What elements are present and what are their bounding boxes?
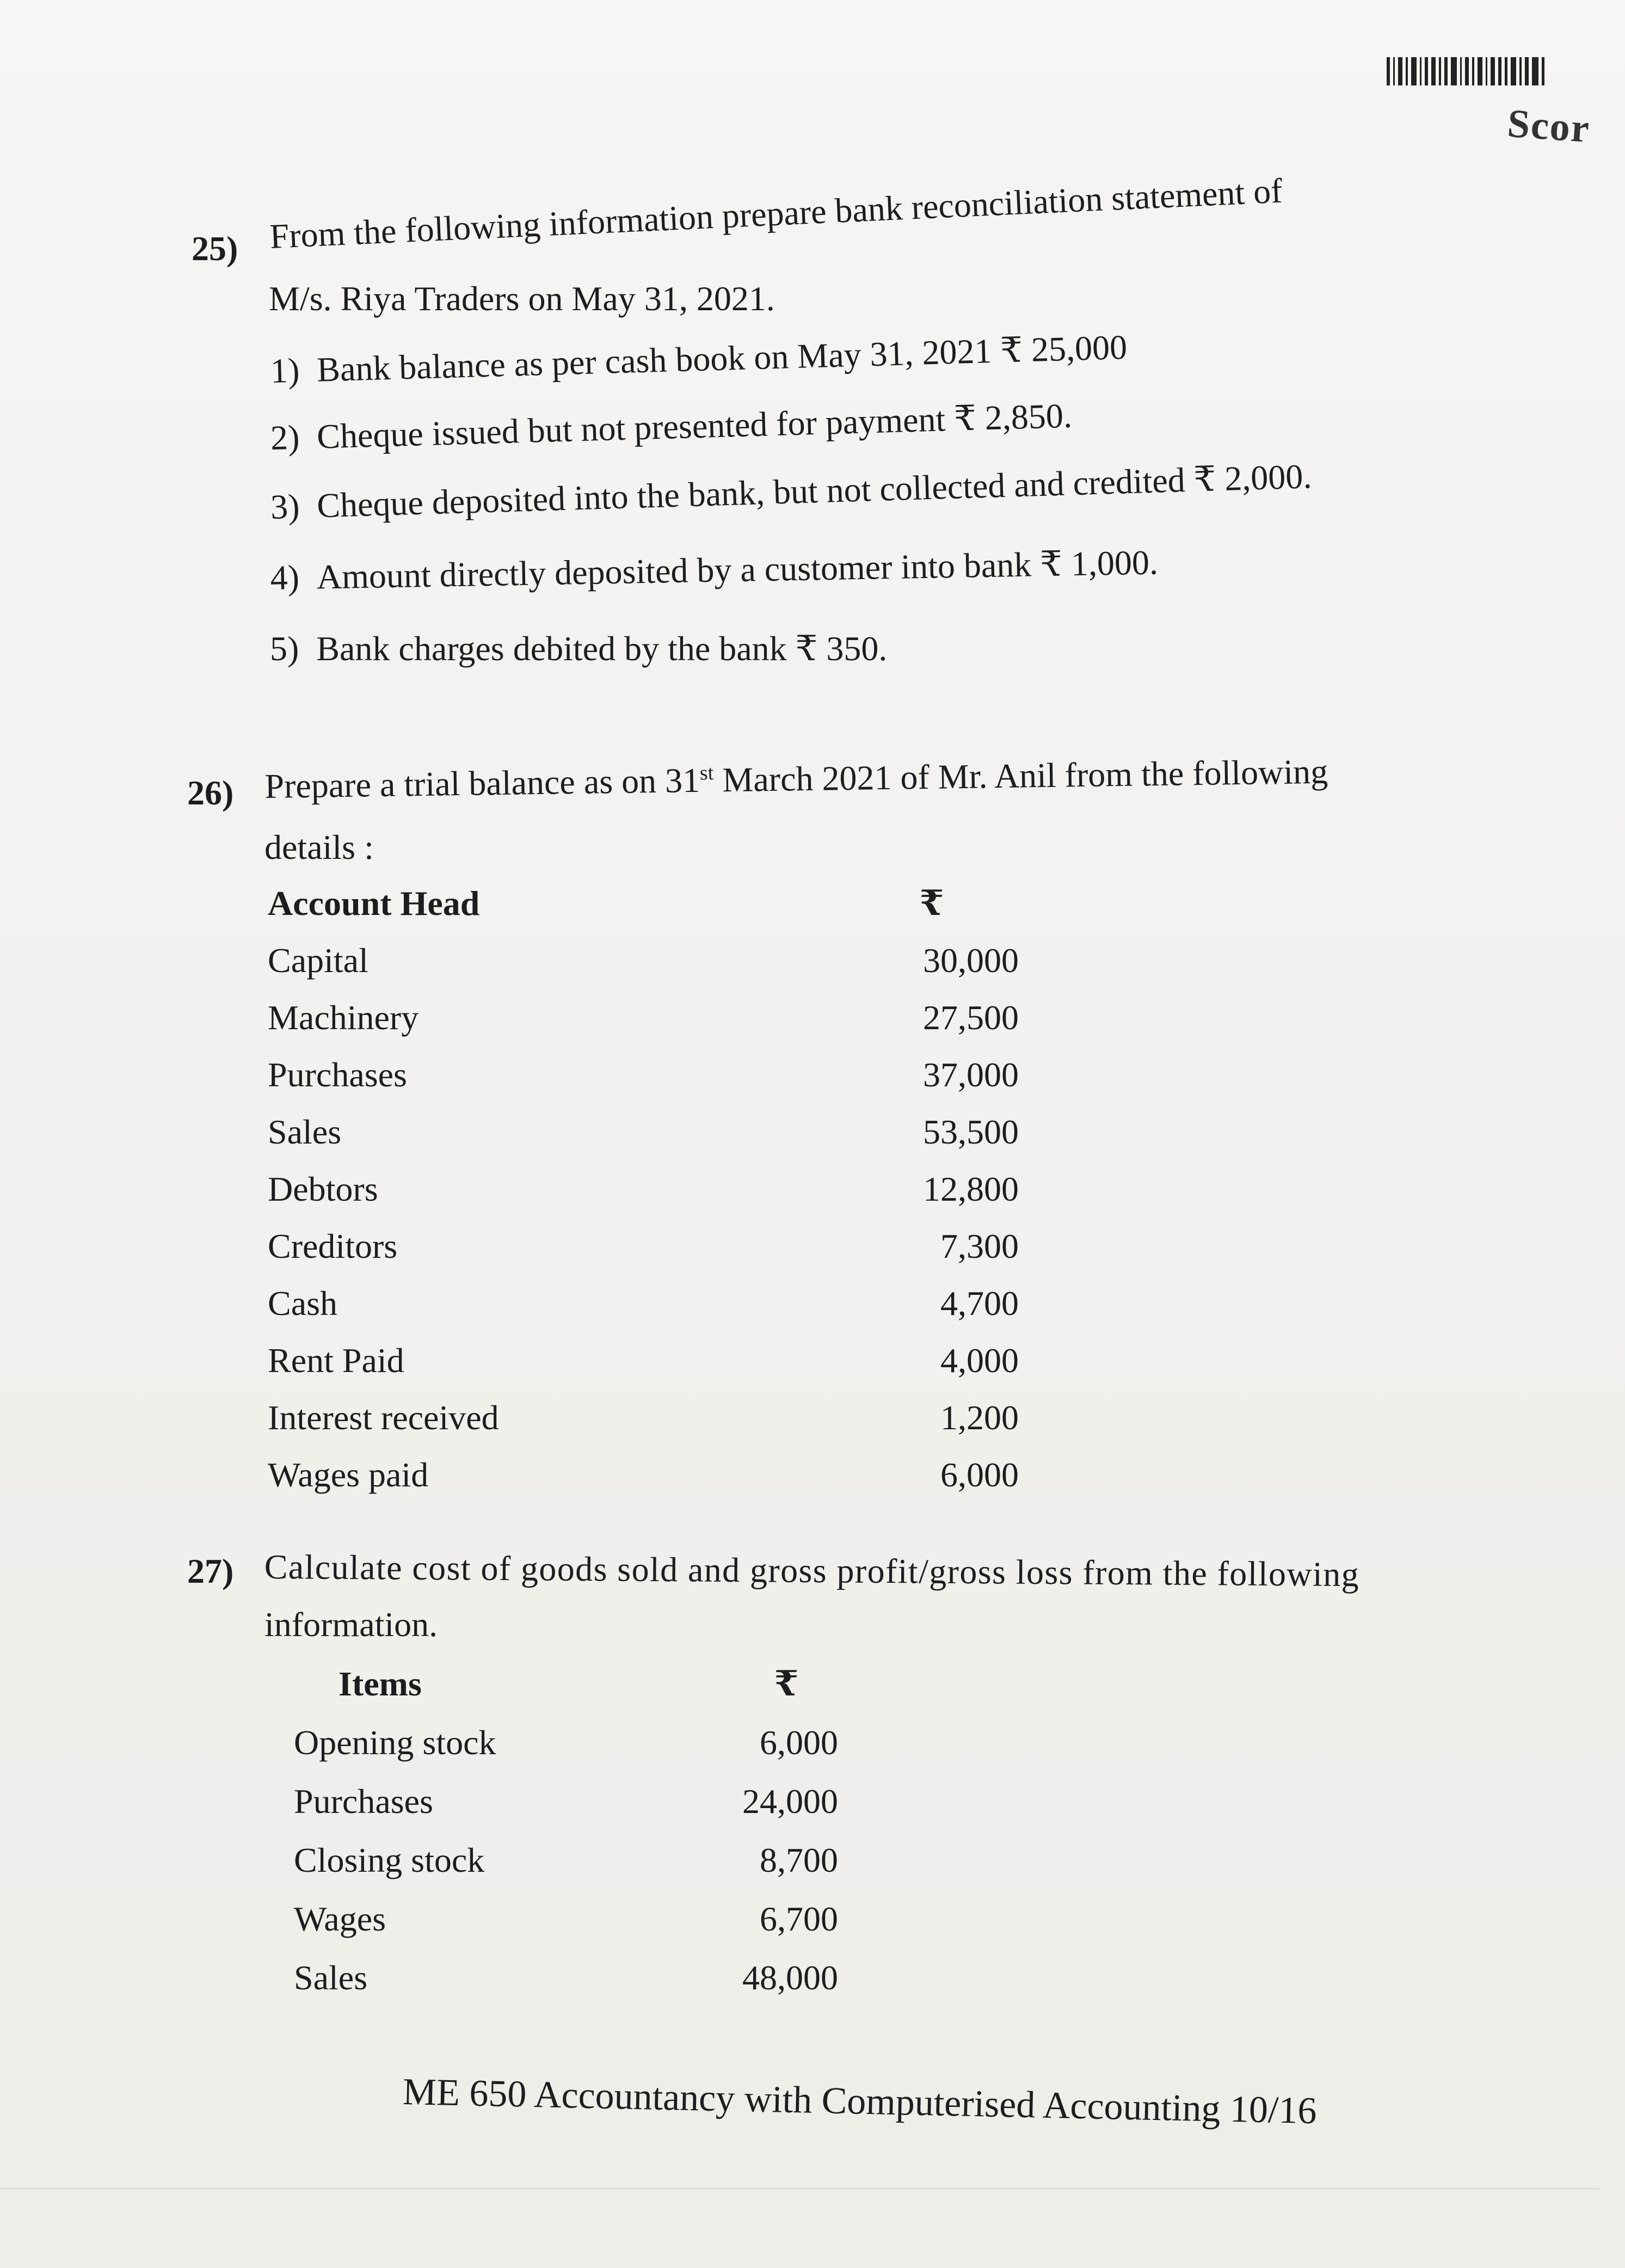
question-25-line-2: M/s. Riya Traders on May 31, 2021.	[269, 279, 775, 318]
q25-item-5-number: 5)	[270, 629, 299, 668]
trial-balance-row-amount: 6,000	[940, 1455, 1019, 1494]
q25-item-3-text: Cheque deposited into the bank, but not collected and credited ₹ 2,000.	[316, 457, 1313, 525]
page-footer: ME 650 Accountancy with Computerised Accounting 10/16	[402, 2071, 1318, 2132]
question-26-line-1-pre: Prepare a trial balance as on 31	[264, 760, 700, 806]
trial-balance-table	[268, 886, 1030, 1517]
q25-item-3	[270, 456, 1312, 527]
trial-balance-header-rupee: ₹	[919, 884, 944, 923]
cogs-row-amount: 6,700	[760, 1900, 838, 1938]
question-25-line-1: From the following information prepare bank reconciliation statement of	[269, 171, 1283, 256]
trial-balance-row-label: Interest received	[268, 1398, 499, 1437]
cogs-row-label: Purchases	[294, 1782, 433, 1821]
question-26-line-2: details :	[264, 828, 374, 866]
cogs-row-label: Opening stock	[294, 1723, 496, 1762]
question-26-line-1-post: March 2021 of Mr. Anil from the following	[713, 752, 1328, 800]
question-26-line-1	[264, 752, 1328, 807]
trial-balance-row-label: Machinery	[268, 998, 419, 1037]
trial-balance-row-label: Purchases	[268, 1055, 407, 1094]
q25-item-1-text: Bank balance as per cash book on May 31, 2021 ₹ 25,000	[316, 328, 1128, 389]
q25-item-2	[270, 396, 1073, 458]
trial-balance-row-amount: 12,800	[923, 1170, 1019, 1208]
page-edge-divider	[0, 2188, 1600, 2190]
cogs-row-label: Closing stock	[294, 1841, 485, 1879]
question-26-number: 26)	[187, 773, 234, 812]
trial-balance-row-label: Cash	[268, 1284, 337, 1323]
trial-balance-row-label: Sales	[268, 1113, 342, 1151]
score-label: Scor	[1506, 101, 1592, 152]
trial-balance-row-label: Wages paid	[268, 1455, 429, 1494]
q25-item-3-number: 3)	[270, 487, 300, 526]
trial-balance-row-amount: 27,500	[923, 998, 1019, 1037]
trial-balance-row-amount: 4,000	[940, 1341, 1019, 1380]
trial-balance-row-amount: 37,000	[923, 1055, 1019, 1094]
question-27-line-2: information.	[264, 1605, 438, 1644]
trial-balance-row-label: Creditors	[268, 1227, 398, 1265]
cogs-row-amount: 24,000	[742, 1782, 838, 1821]
q25-item-5-text: Bank charges debited by the bank ₹ 350.	[316, 629, 888, 668]
q25-item-1-number: 1)	[270, 351, 300, 390]
q25-item-4-number: 4)	[270, 558, 300, 597]
cogs-row-label: Wages	[294, 1900, 386, 1938]
cogs-row-amount: 8,700	[760, 1841, 838, 1879]
cogs-row-amount: 48,000	[742, 1958, 838, 1997]
trial-balance-row-amount: 30,000	[923, 941, 1019, 980]
trial-balance-row-amount: 1,200	[940, 1398, 1019, 1437]
trial-balance-row-amount: 4,700	[940, 1284, 1019, 1323]
q25-item-2-number: 2)	[270, 417, 300, 457]
question-26-superscript: st	[699, 761, 714, 785]
q25-item-4-text: Amount directly deposited by a customer into bank ₹ 1,000.	[316, 543, 1159, 597]
trial-balance-row-label: Rent Paid	[268, 1341, 404, 1380]
cogs-header-items: Items	[338, 1664, 422, 1703]
question-27-line-1: Calculate cost of goods sold and gross profit/gross loss from the following	[264, 1547, 1360, 1594]
cogs-items-table	[294, 1664, 892, 2020]
q25-item-4	[270, 543, 1159, 598]
trial-balance-header-account: Account Head	[268, 884, 480, 923]
q25-item-5	[270, 629, 887, 669]
trial-balance-row-amount: 53,500	[923, 1113, 1019, 1151]
trial-balance-row-amount: 7,300	[940, 1227, 1019, 1265]
trial-balance-row-label: Capital	[268, 941, 368, 980]
q25-item-2-text: Cheque issued but not presented for payment ₹ 2,850.	[316, 396, 1073, 456]
cogs-row-label: Sales	[294, 1958, 368, 1997]
cogs-header-rupee: ₹	[774, 1664, 799, 1703]
cogs-row-amount: 6,000	[760, 1723, 838, 1762]
trial-balance-row-label: Debtors	[268, 1170, 378, 1208]
question-27-number: 27)	[187, 1552, 234, 1590]
barcode-icon	[1387, 57, 1588, 85]
q25-item-1	[270, 327, 1128, 391]
question-25-number: 25)	[192, 229, 238, 268]
